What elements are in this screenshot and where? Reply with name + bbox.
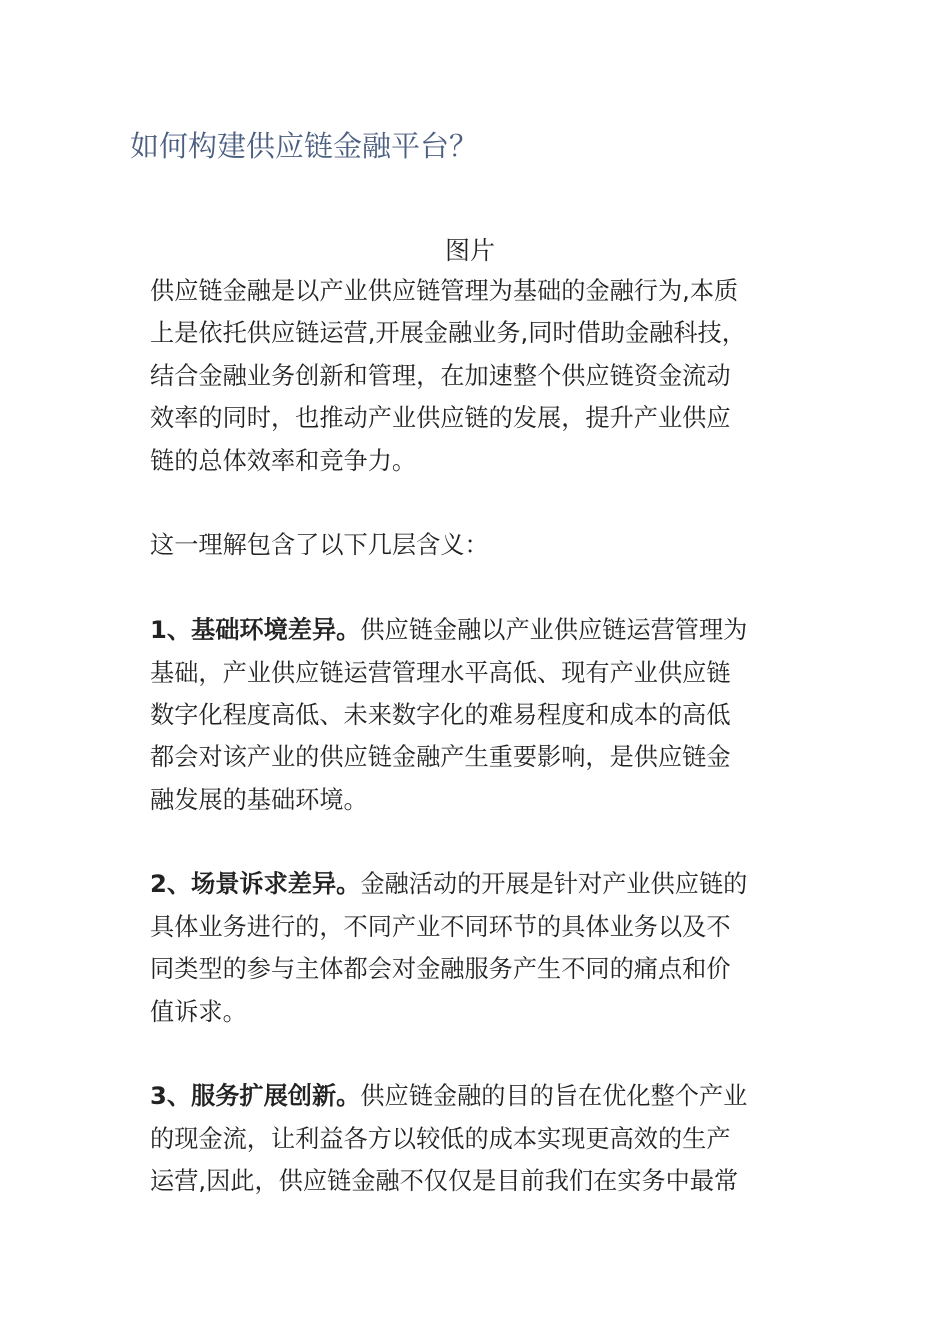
point-paragraph-2 [150,863,790,1033]
paragraph-line: 上是依托供应链运营,开展金融业务,同时借助金融科技， [150,319,746,348]
point-heading: 3、服务扩展创新。 [150,1082,361,1111]
image-placeholder-label: 图片 [444,236,495,265]
point-text: 金融活动的开展是针对产业供应链的 [360,870,748,899]
point-heading: 2、场景诉求差异。 [150,870,361,899]
paragraph-spacer [150,821,790,863]
paragraph-line: 效率的同时，也推动产业供应链的发展，提升产业供应 [150,404,731,433]
paragraph-spacer [150,567,790,609]
point-heading: 1、基础环境差异。 [150,616,361,645]
paragraph-line [150,863,790,905]
point-text: 供应链金融以产业供应链运营管理为 [360,616,748,645]
paragraph-spacer [150,1033,790,1075]
paragraph-line: 同类型的参与主体都会对金融服务产生不同的痛点和价 [150,955,731,984]
paragraph-line: 链的总体效率和竞争力。 [150,446,417,475]
paragraph-line: 数字化程度高低、未来数字化的难易程度和成本的高低 [150,700,731,729]
paragraph-line: 具体业务进行的，不同产业不同环节的具体业务以及不 [150,912,731,941]
paragraph-line: 融发展的基础环境。 [150,785,368,814]
point-text: 供应链金融的目的旨在优化整个产业 [360,1082,748,1111]
point-paragraph-1 [150,609,790,821]
lead-in-text: 这一理解包含了以下几层含义： [150,531,489,560]
paragraph-line: 基础，产业供应链运营管理水平高低、现有产业供应链 [150,658,731,687]
paragraph-line: 都会对该产业的供应链金融产生重要影响，是供应链金 [150,743,731,772]
point-paragraph-3 [150,1075,790,1202]
paragraph-line: 值诉求。 [150,997,247,1026]
document-title: 如何构建供应链金融平台？ [130,129,479,163]
paragraph-line [150,609,790,651]
paragraph-line: 运营,因此，供应链金融不仅仅是目前我们在实务中最常 [150,1167,739,1196]
article-body [150,270,790,1203]
paragraph-line: 结合金融业务创新和管理，在加速整个供应链资金流动 [150,361,731,390]
paragraph-line [150,1075,790,1117]
paragraph-line: 的现金流，让利益各方以较低的成本实现更高效的生产 [150,1124,731,1153]
intro-paragraph [150,270,790,482]
paragraph-spacer [150,482,790,524]
paragraph-line: 供应链金融是以产业供应链管理为基础的金融行为,本质 [150,277,739,305]
